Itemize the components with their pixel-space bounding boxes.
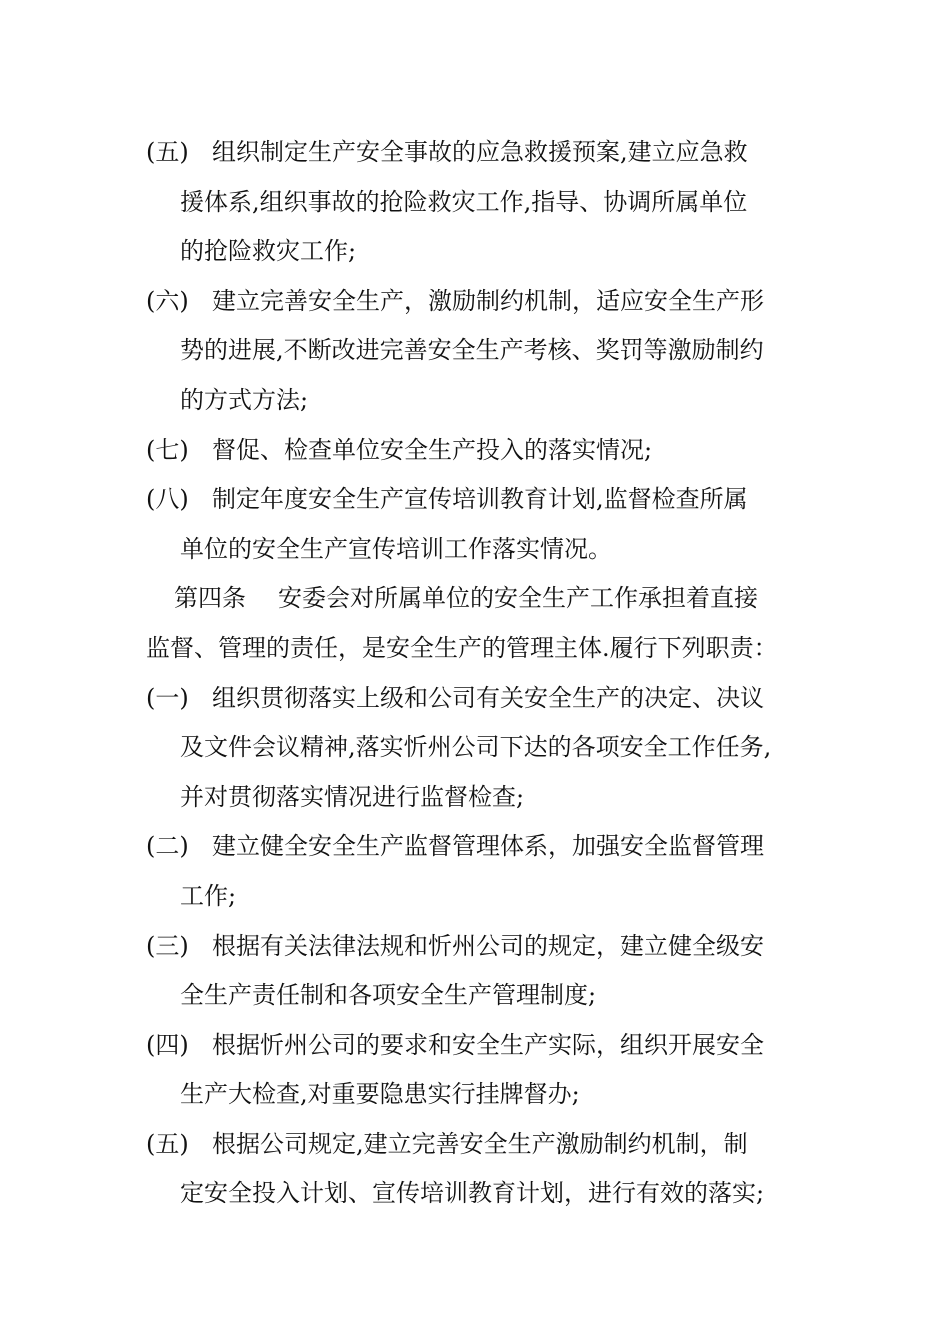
list-item-line [146,822,826,872]
item-number: (一) [146,683,189,712]
item-text: 的抢险救灾工作; [180,237,357,266]
item-text: 督促、检查单位安全生产投入的落实情况; [212,435,653,464]
item-text: 根据忻州公司的要求和安全生产实际，组织开展安全 [212,1030,764,1059]
item-text: 单位的安全生产宣传培训工作落实情况。 [180,534,612,563]
item-number: (六) [146,286,189,315]
item-number: (二) [146,832,189,861]
list-item-line [146,178,826,228]
list-item-line [146,1021,826,1071]
list-item-line [146,277,826,327]
item-text: 根据公司规定,建立完善安全生产激励制约机制，制 [212,1129,748,1158]
list-item-line [146,723,826,773]
list-item-line [146,872,826,922]
list-item-line [146,426,826,476]
item-number: (五) [146,138,189,166]
item-text: 建立健全安全生产监督管理体系，加强安全监督管理 [212,832,764,861]
list-item-line [146,376,826,426]
list-item-line [146,475,826,525]
article-text: 安委会对所属单位的安全生产工作承担着直接 [278,584,758,613]
item-text: 的方式方法; [180,385,309,414]
article-label: 第四条 [174,584,246,613]
item-text: 工作; [180,881,237,910]
list-item-line [146,1169,826,1219]
article-line [146,624,826,674]
document-body [146,128,826,1219]
item-text: 援体系,组织事故的抢险救灾工作,指导、协调所属单位 [180,187,748,216]
list-item-line [146,773,826,823]
list-item-line [146,326,826,376]
item-number: (五) [146,1129,189,1158]
item-number: (三) [146,931,189,960]
item-text: 生产大检查,对重要隐患实行挂牌督办; [180,1080,580,1109]
list-item-line [146,128,826,178]
item-text: 定安全投入计划、宣传培训教育计划，进行有效的落实; [180,1179,765,1208]
item-number: (七) [146,435,189,464]
list-item-line [146,971,826,1021]
item-text: 全生产责任制和各项安全生产管理制度; [180,981,597,1010]
item-text: 及文件会议精神,落实忻州公司下达的各项安全工作任务, [180,733,772,762]
list-item-line [146,525,826,575]
item-text: 建立完善安全生产，激励制约机制，适应安全生产形 [212,286,764,315]
list-item-line [146,1120,826,1170]
item-text: 组织制定生产安全事故的应急救援预案,建立应急救 [212,138,748,166]
item-text: 并对贯彻落实情况进行监督检查; [180,782,525,811]
list-item-line [146,922,826,972]
list-item-line [146,674,826,724]
article-heading-line [146,574,826,624]
item-number: (八) [146,485,189,514]
article-text: 监督、管理的责任，是安全生产的管理主体.履行下列职责： [146,633,778,662]
list-item-line [146,227,826,277]
item-text: 势的进展,不断改进完善安全生产考核、奖罚等激励制约 [180,336,764,365]
item-text: 制定年度安全生产宣传培训教育计划,监督检查所属 [212,485,748,514]
item-number: (四) [146,1030,189,1059]
list-item-line [146,1070,826,1120]
item-text: 组织贯彻落实上级和公司有关安全生产的决定、决议 [212,683,764,712]
item-text: 根据有关法律法规和忻州公司的规定，建立健全级安 [212,931,764,960]
